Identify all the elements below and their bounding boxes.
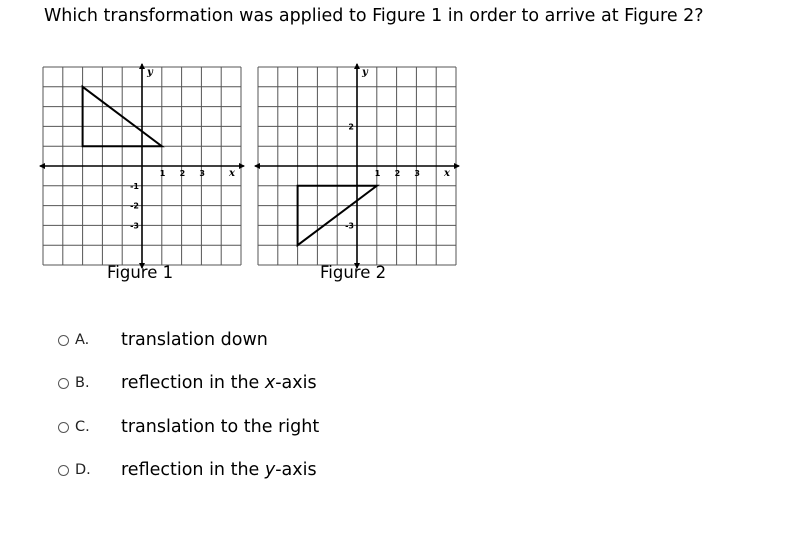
- choice-c[interactable]: [58, 414, 319, 440]
- x-axis-label: x: [229, 168, 235, 179]
- y-tick-label: -3: [130, 221, 139, 231]
- x-tick-label: 2: [394, 169, 401, 178]
- y-axis-label: y: [362, 67, 368, 78]
- choice-b[interactable]: [58, 370, 317, 396]
- question-text: Which transformation was applied to Figure 1 in order to arrive at Figure 2?: [44, 6, 704, 26]
- y-axis-label: y: [147, 67, 153, 78]
- y-tick-label: 2: [348, 122, 354, 132]
- choice-a-text: translation down: [121, 330, 268, 350]
- choice-d-text-before: reflection in the: [121, 460, 265, 480]
- choice-b-text-after: -axis: [275, 373, 317, 393]
- choice-b-text: [121, 373, 317, 393]
- x-axis-arrow-right: [454, 163, 460, 169]
- radio-button-b[interactable]: [58, 378, 69, 389]
- x-tick-label: 2: [179, 169, 186, 178]
- choice-d-text: [121, 460, 317, 480]
- choice-d-variable: y: [264, 460, 276, 480]
- x-axis-arrow-right: [239, 163, 245, 169]
- x-tick-label: 1: [159, 169, 166, 178]
- choice-a[interactable]: [58, 327, 268, 353]
- radio-button-a[interactable]: [58, 335, 69, 346]
- choice-a-letter: A.: [75, 332, 90, 348]
- radio-button-d[interactable]: [58, 465, 69, 476]
- x-tick-label: 3: [199, 169, 205, 178]
- figure-2-graph: [254, 63, 460, 269]
- choice-d-text-after: -axis: [275, 460, 317, 480]
- figure-1-graph: [39, 63, 245, 269]
- y-axis-arrow-up: [354, 63, 360, 69]
- figure-2-caption: Figure 2: [320, 263, 387, 282]
- choice-b-letter: B.: [75, 375, 90, 391]
- figure-1-caption: Figure 1: [107, 263, 174, 282]
- x-axis-arrow-left: [254, 163, 260, 169]
- y-tick-label: -3: [345, 221, 354, 231]
- radio-button-c[interactable]: [58, 422, 69, 433]
- x-tick-label: 1: [374, 169, 381, 178]
- choice-c-letter: C.: [75, 419, 90, 435]
- x-tick-label: 3: [414, 169, 420, 178]
- y-tick-label: -1: [130, 181, 139, 191]
- choice-d[interactable]: [58, 457, 317, 483]
- y-axis-arrow-up: [139, 63, 145, 69]
- y-tick-label: -2: [130, 201, 139, 211]
- choice-d-letter: D.: [75, 462, 91, 478]
- x-axis-label: x: [444, 168, 450, 179]
- x-axis-arrow-left: [39, 163, 45, 169]
- choice-b-text-before: reflection in the: [121, 373, 265, 393]
- choice-b-variable: x: [264, 373, 276, 393]
- choice-c-text: translation to the right: [121, 417, 320, 437]
